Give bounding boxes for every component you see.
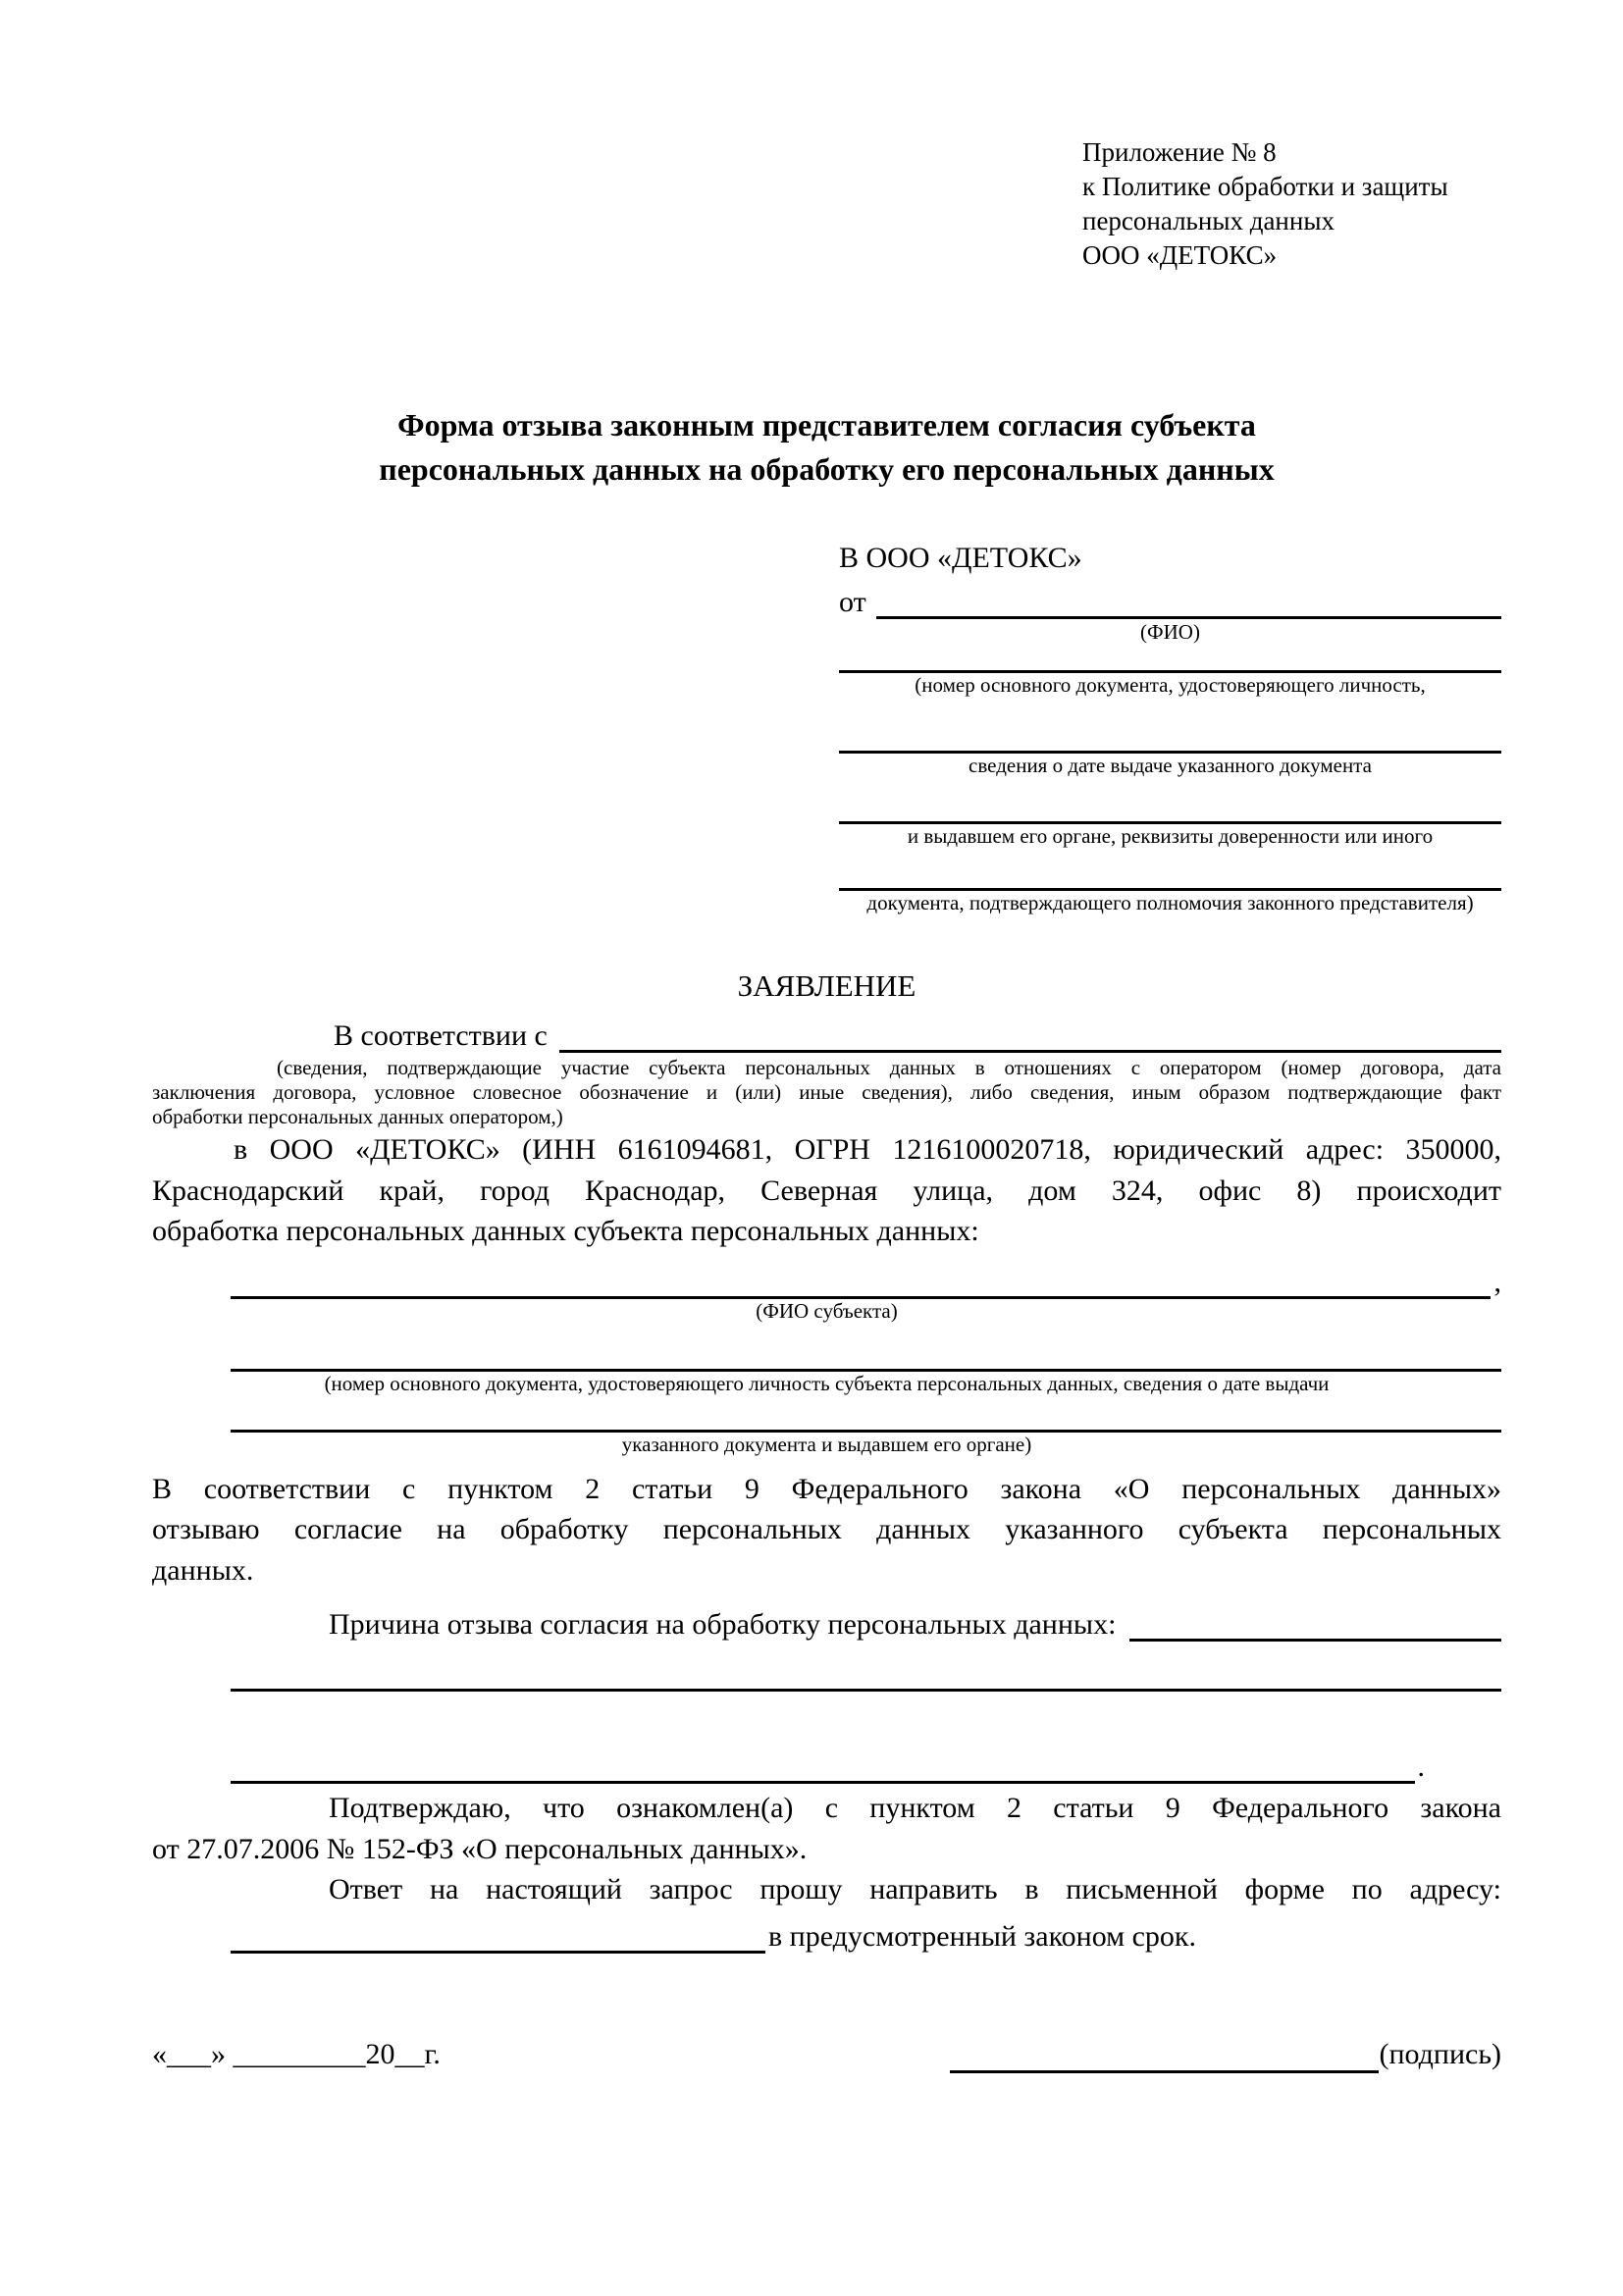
reply-suffix: в предусмотренный законом срок. [768,1919,1196,1953]
reason-fill-line [231,1781,1415,1784]
appendix-line: Приложение № 8 [1082,137,1277,167]
caption-line: обработки персональных данных оператором,) [152,1105,563,1128]
representative-doc-field [839,888,1501,915]
comma: , [1493,1265,1501,1298]
paragraph-line: данных. [152,1553,254,1587]
signature-caption: (подпись) [1379,2037,1501,2070]
representative-doc-field [839,751,1501,778]
caption-line: (сведения, подтверждающие участие субъекта персональных данных в отношениях с оператором (номер договора, дата [277,1056,1501,1079]
title-line: Форма отзыва законным представителем согласия субъекта [397,407,1256,443]
reply-address-field [152,1910,1501,1954]
reply-paragraph [152,1869,1501,1910]
signature-field [950,2036,1501,2073]
representative-doc-field [839,821,1501,849]
reason-field [152,1600,1501,1642]
subject-doc-caption: указанного документа и выдавшем его органе) [621,1432,1032,1456]
field-caption: сведения о дате выдаче указанного документа [969,754,1372,777]
document-title [152,403,1501,492]
basis-caption [152,1056,1501,1129]
title-line: персональных данных на обработку его персональных данных [379,451,1275,487]
statement-heading: ЗАЯВЛЕНИЕ [737,968,916,1003]
from-label: от [839,586,866,618]
reason-fill-line [1129,1639,1501,1642]
from-fill-line [876,616,1501,619]
caption-line: заключения договора, условное словесное обозначение и (или) иные сведения), либо сведения, иным образом подтверждающие факт [152,1080,1501,1104]
reason-fill-field [231,1748,1501,1784]
address-fill-line [231,1951,765,1954]
basis-fill-line [559,1050,1501,1053]
paragraph-line: отзываю согласие на обработку персональных данных указанного субъекта персональных [152,1513,1501,1545]
representative-doc-field [839,670,1501,698]
field-caption: документа, подтверждающего полномочия законного представителя) [866,891,1474,914]
withdrawal-paragraph [152,1469,1501,1592]
fio-caption: (ФИО) [1140,620,1200,644]
appendix-line: к Политике обработки и защиты [1082,172,1448,201]
confirmation-paragraph [152,1788,1501,1869]
appendix-line: персональных данных [1082,206,1335,235]
basis-field [152,1012,1501,1053]
date-field: «___» _________20__г. [152,2037,441,2070]
appendix-block [1082,135,1501,273]
subject-doc-caption: (номер основного документа, удостоверяющего личность субъекта персональных данных, сведения о дате выдачи [324,1371,1330,1395]
paragraph-line: Краснодарский край, город Краснодар, Северная улица, дом 324, офис 8) происходит [152,1174,1501,1207]
paragraph-line: обработка персональных данных субъекта персональных данных: [152,1215,979,1247]
signature-row [152,2036,1501,2073]
reason-label: Причина отзыва согласия на обработку персональных данных: [329,1608,1117,1641]
field-caption: и выдавшем его органе, реквизиты доверенности или иного [907,824,1434,848]
period: . [1417,1750,1425,1783]
paragraph-line: в ООО «ДЕТОКС» (ИНН 6161094681, ОГРН 1216100020718, юридический адрес: 350000, [234,1133,1501,1166]
addressee-organization: В ООО «ДЕТОКС» [839,542,1082,574]
signature-fill-line [950,2070,1379,2073]
subject-fio-field [152,1264,1501,1299]
field-caption: (номер основного документа, удостоверяющего личность, [915,673,1426,697]
paragraph-line: от 27.07.2006 № 152-ФЗ «О персональных данных». [152,1832,808,1865]
appendix-line: ООО «ДЕТОКС» [1082,240,1278,270]
reason-fill-line [231,1689,1501,1692]
paragraph-line: Ответ на настоящий запрос прошу направить в письменной форме по адресу: [329,1873,1501,1905]
operator-paragraph [152,1129,1501,1252]
from-field [839,578,1501,619]
addressee-block [839,539,1501,915]
paragraph-line: В соответствии с пунктом 2 статьи 9 Федерального закона «О персональных данных» [152,1472,1501,1505]
subject-fio-caption: (ФИО субъекта) [756,1298,898,1323]
paragraph-line: Подтверждаю, что ознакомлен(а) с пунктом 2 статьи 9 Федерального закона [329,1792,1501,1824]
basis-label: В соответствии с [334,1019,548,1052]
